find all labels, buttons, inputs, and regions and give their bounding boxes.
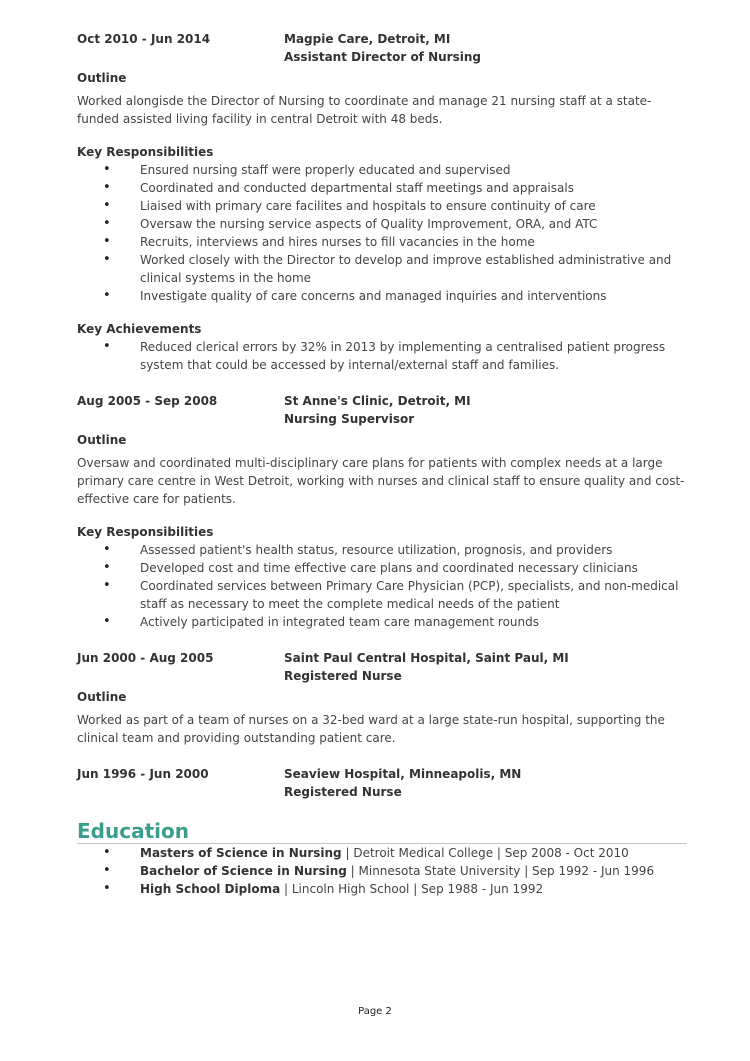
- job-entry-st-annes: [77, 392, 687, 631]
- job-employer-block: [284, 30, 687, 66]
- responsibilities-list: [77, 161, 687, 305]
- list-item: • Ensured nursing staff were properly educated and supervised: [77, 161, 687, 179]
- job-employer-block: [284, 649, 687, 685]
- page-number: Page 2: [358, 1006, 392, 1017]
- education-details: | Minnesota State University | Sep 1992 - Jun 1996: [346, 864, 655, 878]
- job-dates: Jun 1996 - Jun 2000: [77, 767, 209, 781]
- responsibilities-label: Key Responsibilities: [77, 525, 214, 539]
- job-dates: Jun 2000 - Aug 2005: [77, 651, 214, 665]
- education-list: [77, 844, 687, 898]
- list-item: • Liaised with primary care facilites and hospitals to ensure continuity of care: [77, 197, 687, 215]
- job-entry-seaview: [77, 765, 687, 801]
- list-item: • Recruits, interviews and hires nurses to fill vacancies in the home: [77, 233, 687, 251]
- resume-page-2: [77, 30, 687, 898]
- job-header: [77, 649, 687, 685]
- responsibilities-label: Key Responsibilities: [77, 145, 214, 159]
- list-item: • Coordinated and conducted departmental staff meetings and appraisals: [77, 179, 687, 197]
- list-item: • Worked closely with the Director to develop and improve established administrative and clinical systems in the home: [77, 251, 687, 287]
- job-header: [77, 765, 687, 801]
- achievements-label: Key Achievements: [77, 322, 202, 336]
- job-title: Assistant Director of Nursing: [284, 50, 481, 64]
- education-details: | Lincoln High School | Sep 1988 - Jun 1992: [280, 882, 544, 896]
- list-item: • Developed cost and time effective care plans and coordinated necessary clinicians: [77, 559, 687, 577]
- job-header: [77, 30, 687, 66]
- job-title: Nursing Supervisor: [284, 412, 415, 426]
- education-item: [77, 880, 687, 898]
- list-item: • Coordinated services between Primary Care Physician (PCP), specialists, and non-medical staff as necessary to meet the complete medical needs of the patient: [77, 577, 687, 613]
- outline-label: Outline: [77, 690, 127, 704]
- achievements-list: [77, 338, 687, 374]
- list-item: • Investigate quality of care concerns and managed inquiries and interventions: [77, 287, 687, 305]
- job-dates: Aug 2005 - Sep 2008: [77, 394, 218, 408]
- job-header: [77, 392, 687, 428]
- job-title: Registered Nurse: [284, 669, 402, 683]
- outline-label: Outline: [77, 71, 127, 85]
- list-item: • Assessed patient's health status, resource utilization, prognosis, and providers: [77, 541, 687, 559]
- education-degree: Masters of Science in Nursing: [140, 846, 342, 860]
- education-degree: High School Diploma: [140, 882, 281, 896]
- job-outline: Worked as part of a team of nurses on a 32-bed ward at a large state-run hospital, supporting the clinical team and providing outstanding patient care.: [77, 713, 665, 745]
- job-entry-saint-paul: [77, 649, 687, 747]
- job-employer: Seaview Hospital, Minneapolis, MN: [284, 767, 522, 781]
- job-entry-magpie-care: [77, 30, 687, 374]
- job-employer: Saint Paul Central Hospital, Saint Paul, MI: [284, 651, 569, 665]
- job-employer-block: [284, 765, 687, 801]
- job-employer: St Anne's Clinic, Detroit, MI: [284, 394, 471, 408]
- list-item: • Actively participated in integrated team care management rounds: [77, 613, 687, 631]
- list-item: • Oversaw the nursing service aspects of Quality Improvement, ORA, and ATC: [77, 215, 687, 233]
- outline-label: Outline: [77, 433, 127, 447]
- job-outline: Oversaw and coordinated multi-disciplinary care plans for patients with complex needs at a large primary care centre in West Detroit, working with nurses and clinical staff to ensure quality and cost-effective care for patients.: [77, 456, 685, 506]
- education-item: [77, 862, 687, 880]
- job-employer: Magpie Care, Detroit, MI: [284, 32, 451, 46]
- education-heading: Education: [77, 819, 687, 844]
- job-outline: Worked alongisde the Director of Nursing to coordinate and manage 21 nursing staff at a state-funded assisted living facility in central Detroit with 48 beds.: [77, 94, 652, 126]
- list-item: • Reduced clerical errors by 32% in 2013 by implementing a centralised patient progress system that could be accessed by internal/external staff and families.: [77, 338, 687, 374]
- education-details: | Detroit Medical College | Sep 2008 - Oct 2010: [341, 846, 629, 860]
- job-title: Registered Nurse: [284, 785, 402, 799]
- responsibilities-list: [77, 541, 687, 631]
- job-dates: Oct 2010 - Jun 2014: [77, 32, 211, 46]
- education-item: [77, 844, 687, 862]
- education-degree: Bachelor of Science in Nursing: [140, 864, 347, 878]
- job-employer-block: [284, 392, 687, 428]
